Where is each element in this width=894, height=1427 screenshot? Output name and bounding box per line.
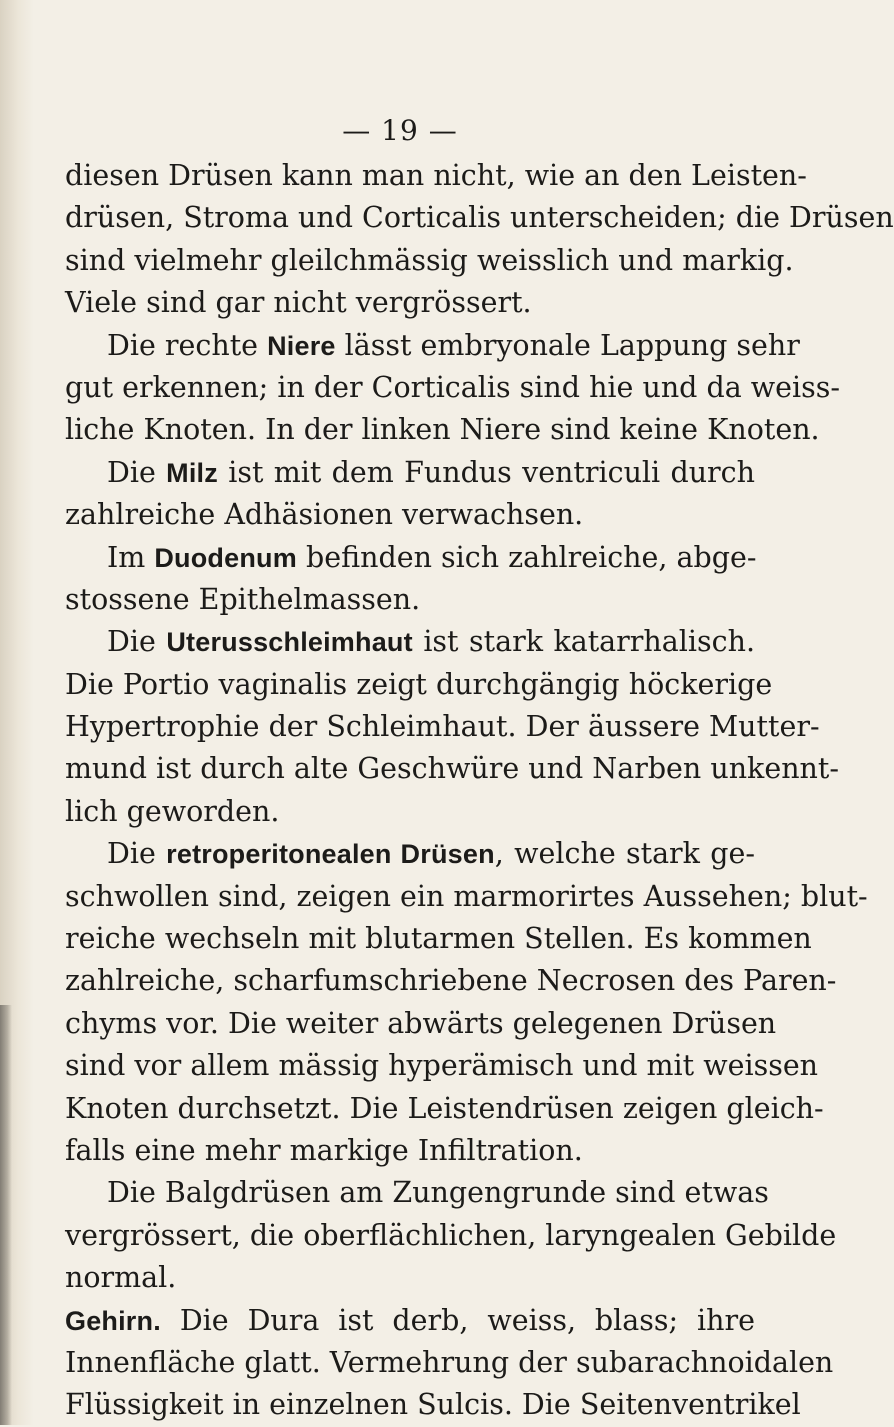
text-line: drüsen, Stroma und Corticalis unterscheiden; die Drüsen	[65, 201, 894, 235]
text-line: sind vielmehr gleilchmässig weisslich und markig.	[65, 243, 794, 277]
text-line: lich geworden.	[65, 794, 280, 828]
text-run: lässt embryonale Lappung sehr	[335, 328, 800, 362]
text-run: Die	[107, 625, 167, 659]
text-line: chyms vor. Die weiter abwärts gelegenen Drüsen	[65, 1006, 777, 1040]
text-line: falls eine mehr markige Infiltration.	[65, 1133, 583, 1167]
text-run: Im	[107, 540, 155, 574]
text-line	[65, 537, 755, 579]
text-line: zahlreiche Adhäsionen verwachsen.	[65, 498, 584, 532]
text-line: gut erkennen; in der Corticalis sind hie und da weiss-	[65, 370, 841, 404]
text-line	[65, 621, 755, 663]
text-line: diesen Drüsen kann man nicht, wie an den Leisten-	[65, 159, 807, 192]
text-line: schwollen sind, zeigen ein marmorirtes Aussehen; blut-	[65, 879, 868, 913]
organ-heading-gehirn: Gehirn.	[65, 1305, 161, 1336]
text-line: Flüssigkeit in einzelnen Sulcis. Die Seitenventrikel	[65, 1388, 801, 1422]
page-edge-dark	[0, 1005, 12, 1425]
text-line	[65, 1300, 755, 1342]
text-line: vergrössert, die oberflächlichen, laryngealen Gebilde	[65, 1218, 837, 1252]
text-run: befinden sich zahlreiche, abge-	[296, 540, 757, 574]
text-run: Die	[107, 455, 167, 489]
text-line: sind vor allem mässig hyperämisch und mit weissen	[65, 1049, 819, 1083]
text-line: reiche wechseln mit blutarmen Stellen. Es kommen	[65, 922, 812, 956]
text-run: Die Dura ist derb, weiss, blass; ihre	[160, 1303, 755, 1337]
text-line	[65, 325, 800, 367]
organ-heading-duodenum: Duodenum	[154, 542, 297, 573]
text-run: ist mit dem Fundus ventriculi durch	[217, 455, 755, 489]
text-run: , welche stark ge-	[494, 837, 755, 871]
text-line: Die Portio vaginalis zeigt durchgängig höckerige	[65, 667, 773, 701]
organ-heading-retroperitoneale-druesen: retroperitonealen Drüsen	[166, 839, 495, 870]
organ-heading-uterusschleimhaut: Uterusschleimhaut	[166, 627, 413, 658]
organ-heading-niere: Niere	[267, 330, 336, 361]
text-line: Die Balgdrüsen am Zungengrunde sind etwas	[107, 1176, 769, 1210]
text-line: normal.	[65, 1261, 177, 1295]
text-line	[65, 833, 755, 875]
organ-heading-milz: Milz	[166, 457, 218, 488]
text-run: ist stark katarrhalisch.	[412, 625, 756, 659]
text-line: zahlreiche, scharfumschriebene Necrosen des Paren-	[65, 964, 837, 998]
text-line: liche Knoten. In der linken Niere sind keine Knoten.	[65, 413, 820, 447]
text-line: Innenfläche glatt. Vermehrung der subarachnoidalen	[65, 1345, 834, 1379]
text-run: Die	[107, 837, 167, 871]
text-line: Hypertrophie der Schleimhaut. Der äussere Mutter-	[65, 710, 820, 744]
text-run: Die rechte	[107, 328, 268, 362]
body-text	[65, 155, 894, 1427]
text-line: Viele sind gar nicht vergrössert.	[65, 286, 532, 320]
text-line	[65, 452, 755, 494]
text-line: Knoten durchsetzt. Die Leistendrüsen zeigen gleich-	[65, 1091, 824, 1125]
text-line: stossene Epithelmassen.	[65, 582, 421, 616]
page-number: — 19 —	[342, 114, 458, 147]
text-line: mund ist durch alte Geschwüre und Narben unkennt-	[65, 752, 839, 786]
